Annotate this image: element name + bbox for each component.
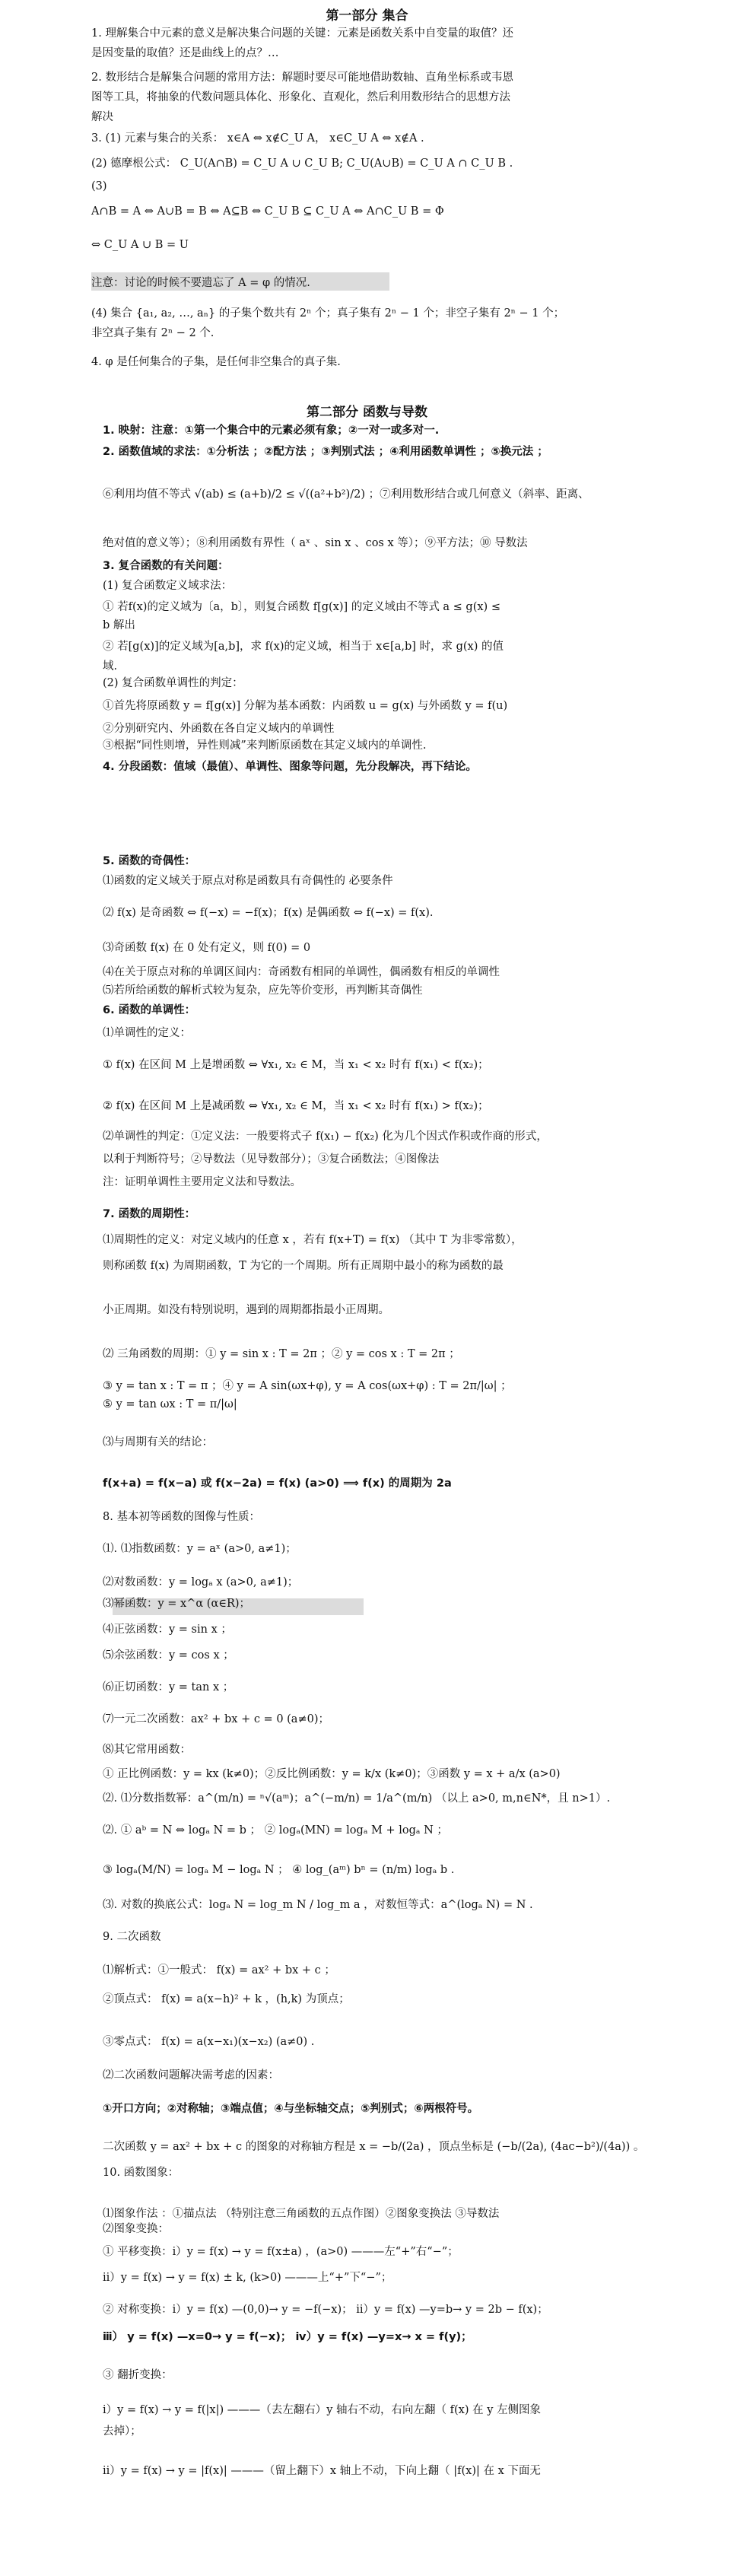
part2-line: 注：证明单调性主要用定义法和导数法。 (103, 1176, 301, 1188)
part2-line: ⑵ 三角函数的周期：① y = sin x : T = 2π ；② y = cos x : T = 2π ； (103, 1348, 460, 1360)
part2-line: (2) 复合函数单调性的判定： (103, 677, 243, 689)
part2-line: ⑵ f(x) 是奇函数 ⇔ f(−x) = −f(x)；f(x) 是偶函数 ⇔ f(−x) = f(x). (103, 907, 434, 919)
part2-line: 绝对值的意义等）；⑧利用函数有界性（ aˣ 、sin x 、cos x 等）；⑨平方法；⑩ 导数法 (103, 537, 528, 549)
part2-line: 二次函数 y = ax² + bx + c 的图象的对称轴方程是 x = −b/(2a) ，顶点坐标是 (−b/(2a), (4ac−b²)/(4a)) 。 (103, 2141, 645, 2153)
part2-line: 则称函数 f(x) 为周期函数，T 为它的一个周期。所有正周期中最小的称为函数的最 (103, 1260, 504, 1272)
part2-line: ⅱ）y = f(x) → y = f(x) ± k, (k>0) ———上“+”下“−”； (103, 2272, 392, 2284)
part2-line: ③零点式： f(x) = a(x−x₁)(x−x₂) (a≠0) . (103, 2036, 315, 2048)
part2-line: ③ logₐ(M/N) = logₐ M − logₐ N ； ④ log_(aᵐ) bⁿ = (n/m) logₐ b . (103, 1864, 455, 1876)
part1-line: 1. 理解集合中元素的意义是解决集合问题的关键：元素是函数关系中自变量的取值？还 (91, 27, 513, 40)
part2-line: ⑴解析式：①一般式： f(x) = ax² + bx + c ； (103, 1964, 335, 1977)
part2-line: ② 对称变换：ⅰ）y = f(x) —(0,0)→ y = −f(−x)； ⅱ）y = f(x) —y=b→ y = 2b − f(x)； (103, 2304, 548, 2316)
part2-line: f(x+a) = f(x−a) 或 f(x−2a) = f(x) (a>0) ⟹ f(x) 的周期为 2a (103, 1477, 452, 1490)
part2-line: ⑺一元二次函数：ax² + bx + c = 0 (a≠0)； (103, 1713, 329, 1725)
part2-line: b 解出 (103, 619, 135, 631)
part2-line: ⑴函数的定义域关于原点对称是函数具有奇偶性的 必要条件 (103, 875, 393, 887)
part2-line: ⑴. ⑴指数函数：y = aˣ (a>0, a≠1)； (103, 1543, 297, 1555)
part1-line: (4) 集合 {a₁, a₂, …, aₙ} 的子集个数共有 2ⁿ 个；真子集有 2ⁿ − 1 个；非空子集有 2ⁿ − 1 个； (91, 307, 565, 320)
part2-line: ⑴周期性的定义：对定义域内的任意 x ，若有 f(x+T) = f(x) （其中 T 为非零常数）， (103, 1234, 523, 1246)
part2-line: ③ 翻折变换： (103, 2369, 173, 2381)
part2-line: ⑸余弦函数：y = cos x ； (103, 1649, 234, 1662)
part2-line: 域. (103, 660, 118, 673)
part2-line: ③根据“同性则增，异性则减”来判断原函数在其定义域内的单调性. (103, 739, 427, 752)
part2-line: ⑤ y = tan ωx : T = π/|ω| (103, 1398, 237, 1410)
part1-line: 是因变量的取值？还是曲线上的点？… (91, 47, 279, 59)
part2-line: ⑵. ⑴分数指数幂：a^(m/n) = ⁿ√(aᵐ)；a^(−m/n) = 1/a^(m/n) （以上 a>0, m,n∈N*，且 n>1）. (103, 1792, 611, 1805)
part2-line: 去掉）； (103, 2425, 141, 2438)
part2-line: 9. 二次函数 (103, 1931, 161, 1943)
part2-line: ⑷正弦函数：y = sin x ； (103, 1624, 232, 1636)
part2-line: 4. 分段函数：值域（最值）、单调性、图象等问题，先分段解决，再下结论。 (103, 761, 477, 773)
part1-line: A∩B = A ⇔ A∪B = B ⇔ A⊆B ⇔ C_U B ⊆ C_U A ⇔ A∩C_U B = Φ (91, 205, 444, 218)
part2-line: ⑴单调性的定义： (103, 1027, 191, 1039)
part2-line: ⑷在关于原点对称的单调区间内：奇函数有相同的单调性，偶函数有相反的单调性 (103, 966, 500, 978)
part2-line: ①开口方向；②对称轴；③端点值；④与坐标轴交点；⑤判别式；⑥两根符号。 (103, 2103, 479, 2115)
part2-line: ① 若f(x)的定义域为〔a，b〕，则复合函数 f[g(x)] 的定义域由不等式 a ≤ g(x) ≤ (103, 601, 500, 613)
part2-line: ②分别研究内、外函数在各自定义域内的单调性 (103, 723, 335, 735)
part2-title: 第二部分 函数与导数 (307, 405, 427, 420)
part2-line: 10. 函数图象： (103, 2167, 180, 2179)
part2-line: ⑵对数函数：y = logₐ x (a>0, a≠1)； (103, 1576, 299, 1589)
part1-line: 4. φ 是任何集合的子集，是任何非空集合的真子集. (91, 356, 341, 368)
part1-line: 图等工具，将抽象的代数问题具体化、形象化、直观化，然后利用数形结合的思想方法 (91, 91, 510, 103)
part2-line: ⑵图象变换： (103, 2223, 169, 2235)
part1-line: 3. (1) 元素与集合的关系： x∈A ⇔ x∉C_U A， x∈C_U A ⇔ x∉A . (91, 132, 424, 145)
part2-line: ⑶奇函数 f(x) 在 0 处有定义，则 f(0) = 0 (103, 942, 311, 954)
part2-line: ① 正比例函数：y = kx (k≠0)；②反比例函数：y = k/x (k≠0)；③函数 y = x + a/x (a>0) (103, 1768, 561, 1780)
part2-line: ①首先将原函数 y = f[g(x)] 分解为基本函数：内函数 u = g(x) 与外函数 y = f(u) (103, 700, 508, 712)
part2-line: 1. 映射：注意：①第一个集合中的元素必须有象；②一对一或多对一. (103, 425, 440, 437)
part1-line: (2) 德摩根公式： C_U(A∩B) = C_U A ∪ C_U B; C_U(A∪B) = C_U A ∩ C_U B . (91, 157, 513, 170)
part2-line: ⑶与周期有关的结论： (103, 1436, 213, 1449)
part1-line: 注意：讨论的时候不要遗忘了 A = φ 的情况. (91, 277, 310, 289)
part1-line: (3) (91, 180, 107, 192)
part2-line: 8. 基本初等函数的图像与性质： (103, 1511, 260, 1523)
part2-line: ⑵. ① aᵇ = N ⇔ logₐ N = b ； ② logₐ(MN) = logₐ M + logₐ N ； (103, 1824, 448, 1837)
part2-line: ⑵单调性的判定：①定义法：一般要将式子 f(x₁) − f(x₂) 化为几个因式作积或作商的形式， (103, 1131, 548, 1143)
part2-line: 3. 复合函数的有关问题： (103, 560, 229, 572)
part1-line: 非空真子集有 2ⁿ − 2 个. (91, 327, 214, 339)
part2-line: ⑻其它常用函数： (103, 1744, 191, 1756)
part2-line: ② f(x) 在区间 M 上是减函数 ⇔ ∀x₁, x₂ ∈ M，当 x₁ < x₂ 时有 f(x₁) > f(x₂)； (103, 1100, 489, 1112)
part2-line: ②顶点式： f(x) = a(x−h)² + k ，(h,k) 为顶点； (103, 1993, 350, 2005)
part2-line: 以利于判断符号；②导数法（见导数部分）；③复合函数法；④图像法 (103, 1153, 440, 1166)
part2-line: ② 若[g(x)]的定义域为[a,b]，求 f(x)的定义域，相当于 x∈[a,b] 时，求 g(x) 的值 (103, 641, 504, 653)
part2-line: 小正周期。如没有特别说明，遇到的周期都指最小正周期。 (103, 1304, 389, 1316)
part2-line: ⑹正切函数：y = tan x ； (103, 1681, 234, 1693)
part2-line: 7. 函数的周期性： (103, 1208, 196, 1220)
part1-line: 解决 (91, 111, 113, 123)
part2-line: ⑶. 对数的换底公式：logₐ N = log_m N / log_m a ，对数恒等式：a^(logₐ N) = N . (103, 1899, 533, 1911)
part2-line: ⑴图象作法 ：①描点法 （特别注意三角函数的五点作图）②图象变换法 ③导数法 (103, 2208, 500, 2220)
part2-line: ① f(x) 在区间 M 上是增函数 ⇔ ∀x₁, x₂ ∈ M，当 x₁ < x₂ 时有 f(x₁) < f(x₂)； (103, 1059, 489, 1071)
part1-line: 2. 数形结合是解集合问题的常用方法：解题时要尽可能地借助数轴、直角坐标系或韦恩 (91, 72, 513, 84)
part1-title: 第一部分 集合 (326, 8, 408, 24)
part2-line: ⑥利用均值不等式 √(ab) ≤ (a+b)/2 ≤ √((a²+b²)/2) ；⑦利用数形结合或几何意义（斜率、距离、 (103, 488, 589, 501)
part2-line: ⑵二次函数问题解决需考虑的因素： (103, 2069, 279, 2081)
part2-line: ⑸若所给函数的解析式较为复杂，应先等价变形，再判断其奇偶性 (103, 984, 423, 997)
part2-line: ① 平移变换：ⅰ）y = f(x) → y = f(x±a) ，(a>0) ———左“+”右“−”； (103, 2246, 459, 2258)
part2-line: ③ y = tan x : T = π ；④ y = A sin(ωx+φ), y = A cos(ωx+φ) : T = 2π/|ω| ； (103, 1380, 512, 1392)
part2-line: ⅱ）y = f(x) → y = |f(x)| ———（留上翻下）x 轴上不动，下向上翻（ |f(x)| 在 x 下面无 (103, 2465, 541, 2477)
part1-line: ⇔ C_U A ∪ B = U (91, 239, 189, 251)
part2-line: ⅰ）y = f(x) → y = f(|x|) ———（去左翻右）y 轴右不动，右向左翻（ f(x) 在 y 左侧图象 (103, 2404, 542, 2416)
part2-line: 6. 函数的单调性： (103, 1004, 196, 1016)
part2-line: 2. 函数值域的求法：①分析法 ；②配方法 ；③判别式法 ；④利用函数单调性 ；⑤换元法 ； (103, 446, 548, 458)
part2-line: 5. 函数的奇偶性： (103, 855, 196, 867)
part2-line: ⅲ） y = f(x) —x=0→ y = f(−x)； ⅳ）y = f(x) —y=x→ x = f(y)； (103, 2331, 472, 2343)
part2-line: (1) 复合函数定义域求法： (103, 580, 233, 592)
part2-line: ⑶幂函数：y = x^α (α∈R)； (103, 1598, 251, 1610)
